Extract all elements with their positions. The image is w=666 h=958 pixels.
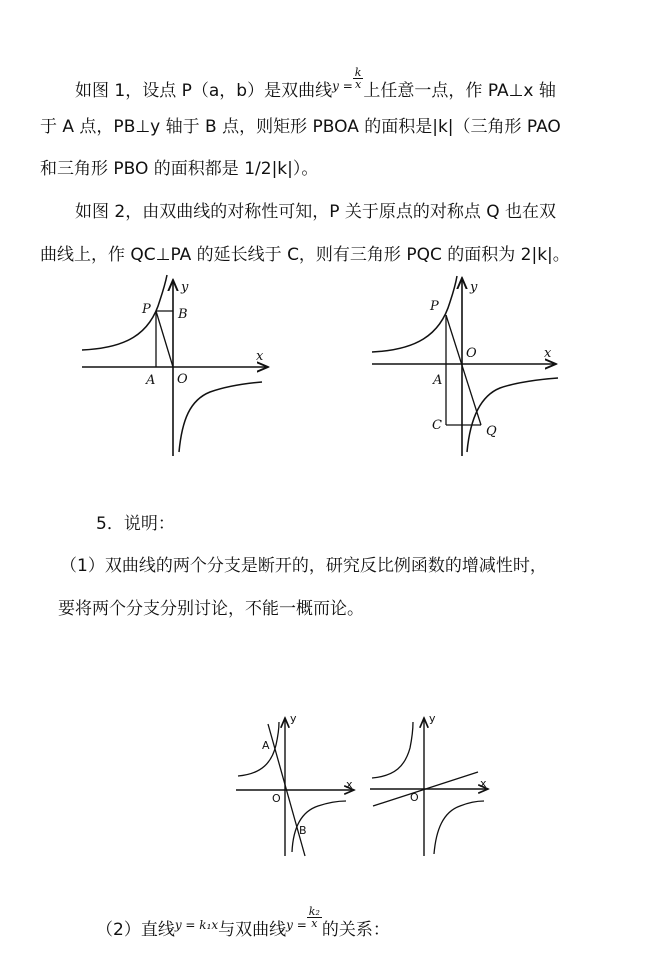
item2-post: 的关系：	[321, 920, 390, 940]
fig2-label-Q: Q	[486, 424, 497, 439]
fig2-label-P: P	[430, 299, 439, 314]
hyperbola-fraction	[307, 906, 322, 929]
fig2-label-C: C	[432, 418, 442, 433]
fig1-label-y: y	[181, 280, 189, 295]
fig2-segment-PQ	[446, 315, 481, 425]
fig3-label-y: y	[290, 712, 297, 725]
fig1-segment-PO	[156, 311, 173, 367]
fig2-label-y: y	[470, 280, 478, 295]
fig3-label-B: B	[299, 824, 307, 837]
para2-line1: 如图 2，由双曲线的对称性可知，P 关于原点的对称点 Q 也在双	[75, 202, 557, 222]
item2-line	[96, 906, 390, 940]
fig2-label-A: A	[433, 373, 443, 388]
fig1-label-x: x	[256, 349, 264, 364]
fig3-label-x: x	[346, 778, 353, 791]
para1-line1-post: 上任意一点，作 PA⊥x 轴	[363, 81, 556, 101]
fig3-hyperbola-upper	[238, 722, 279, 776]
fig2-hyperbola-lower	[467, 378, 558, 452]
para2-line2: 曲线上，作 QC⊥PA 的延长线于 C，则有三角形 PQC 的面积为 2|k|。	[40, 245, 570, 265]
fraction-denominator: x	[311, 917, 318, 930]
section5-item1-line2: 要将两个分支分别讨论，不能一概而论。	[58, 599, 364, 619]
item2-pre: （2）直线	[96, 920, 175, 940]
fig1-hyperbola-lower	[179, 382, 262, 452]
section5-item1-line1: （1）双曲线的两个分支是断开的，研究反比例函数的增减性时，	[60, 556, 547, 576]
fig1-label-P: P	[142, 302, 151, 317]
line-equation: y = k₁x	[174, 918, 219, 932]
fig4-hyperbola-lower	[434, 801, 484, 854]
fig3-label-A: A	[262, 739, 270, 752]
fig1-label-A: A	[146, 373, 156, 388]
fraction-denominator: x	[354, 78, 362, 91]
section5-heading: 5．说明：	[96, 514, 175, 534]
fig2-label-x: x	[544, 346, 552, 361]
fraction-numerator: k₂	[308, 905, 320, 918]
fig4-label-y: y	[429, 712, 436, 725]
fig3-label-O: O	[272, 792, 281, 805]
fig4-label-O: O	[410, 791, 419, 804]
para1-line1-pre: 如图 1，设点 P（a，b）是双曲线	[75, 81, 333, 101]
item2-mid: 与双曲线	[218, 920, 287, 940]
equation-lhs: y =	[332, 79, 353, 93]
fig1-hyperbola-upper	[82, 275, 167, 350]
para1-line2: 于 A 点，PB⊥y 轴于 B 点，则矩形 PBOA 的面积是|k|（三角形 PAO	[40, 117, 561, 137]
fig2-hyperbola-upper	[372, 276, 457, 352]
fig4-label-x: x	[480, 777, 487, 790]
para1-line3: 和三角形 PBO 的面积都是 1/2|k|）。	[40, 159, 319, 179]
fig2-label-O: O	[466, 346, 477, 361]
fig1-label-B: B	[178, 307, 188, 322]
fig1-label-O: O	[177, 372, 188, 387]
fraction-numerator: k	[354, 66, 362, 79]
fig4-hyperbola-upper	[372, 722, 413, 778]
hyperbola-equation-lhs: y =	[286, 918, 307, 932]
